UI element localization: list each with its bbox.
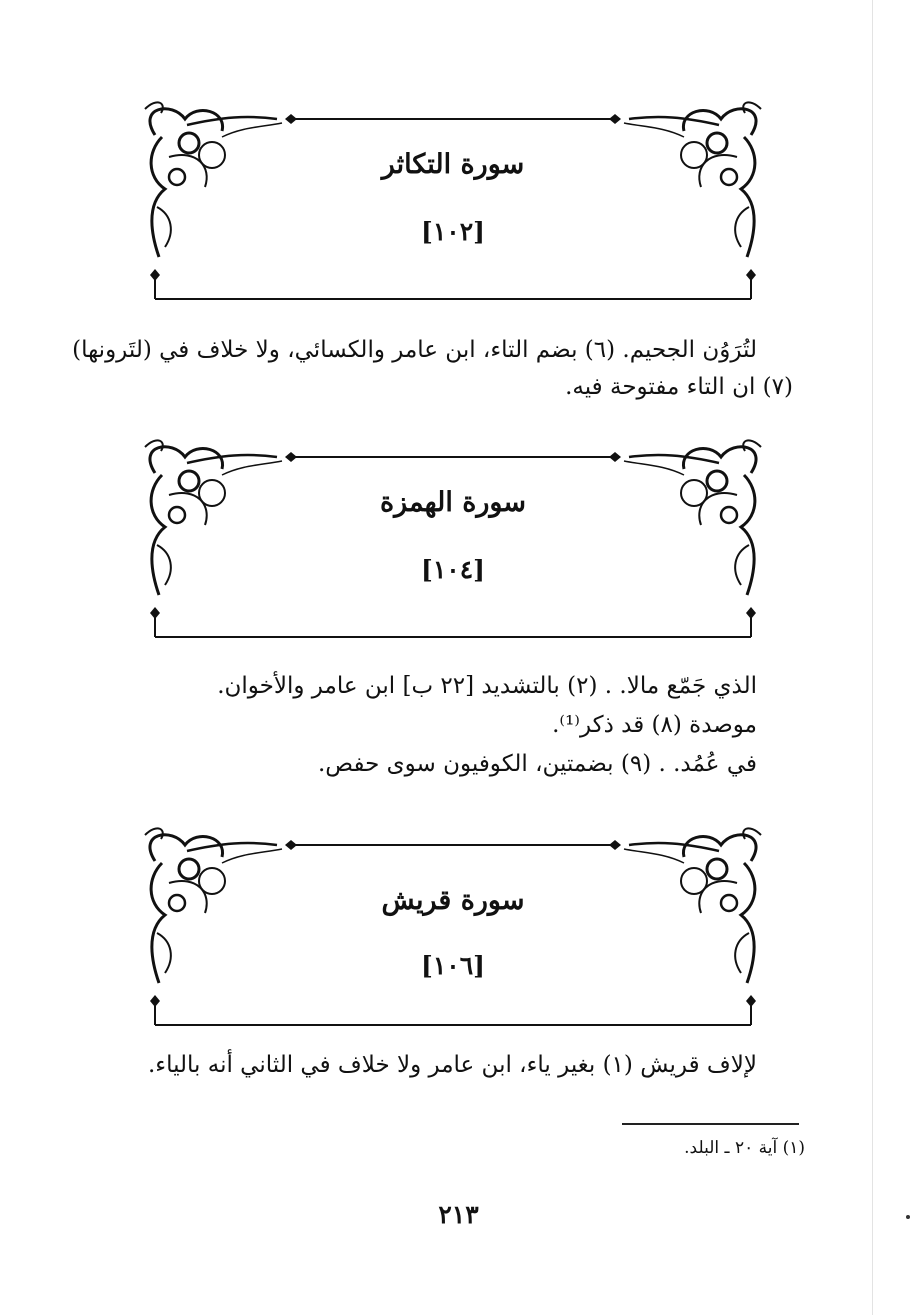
- footnote: (١) آية ٢٠ ـ البلد.: [684, 1138, 805, 1158]
- surah-number: [١٠٤]: [421, 555, 485, 584]
- body-line: في عُمُد. . (٩) بضمتين، الكوفيون سوى حفص.: [317, 751, 757, 777]
- ornamental-frame-border: [127, 435, 779, 640]
- surah-header-frame: [127, 97, 779, 302]
- body-line: (٧) ان التاء مفتوحة فيه.: [565, 374, 793, 400]
- surah-header-frame: [127, 823, 779, 1028]
- ornamental-frame-border: [127, 823, 779, 1028]
- surah-title: سورة التكاثر: [381, 149, 525, 180]
- surah-number: [١٠٦]: [421, 951, 485, 980]
- ornamental-frame-border: [127, 97, 779, 302]
- body-line: الذي جَمّع مالا. . (٢) بالتشديد [٢٢ ب] ابن عامر والأخوان.: [217, 673, 757, 699]
- body-line: موصدة (٨) قد ذكر⁽¹⁾.: [552, 712, 757, 738]
- scan-mark: [906, 1215, 910, 1219]
- page-edge-line: [872, 0, 873, 1315]
- surah-title: سورة قريش: [381, 885, 525, 916]
- surah-title: سورة الهمزة: [380, 487, 526, 518]
- surah-header-frame: [127, 435, 779, 640]
- body-line: لإلاف قريش (١) بغير ياء، ابن عامر ولا خلاف في الثاني أنه بالياء.: [147, 1052, 757, 1078]
- page-number: ٢١٣: [438, 1200, 479, 1229]
- footnote-separator: [622, 1123, 799, 1125]
- body-line: لتُرَوُن الجحيم. (٦) بضم التاء، ابن عامر والكسائي، ولا خلاف في (لتَرونها): [72, 337, 757, 363]
- surah-number: [١٠٢]: [421, 217, 485, 246]
